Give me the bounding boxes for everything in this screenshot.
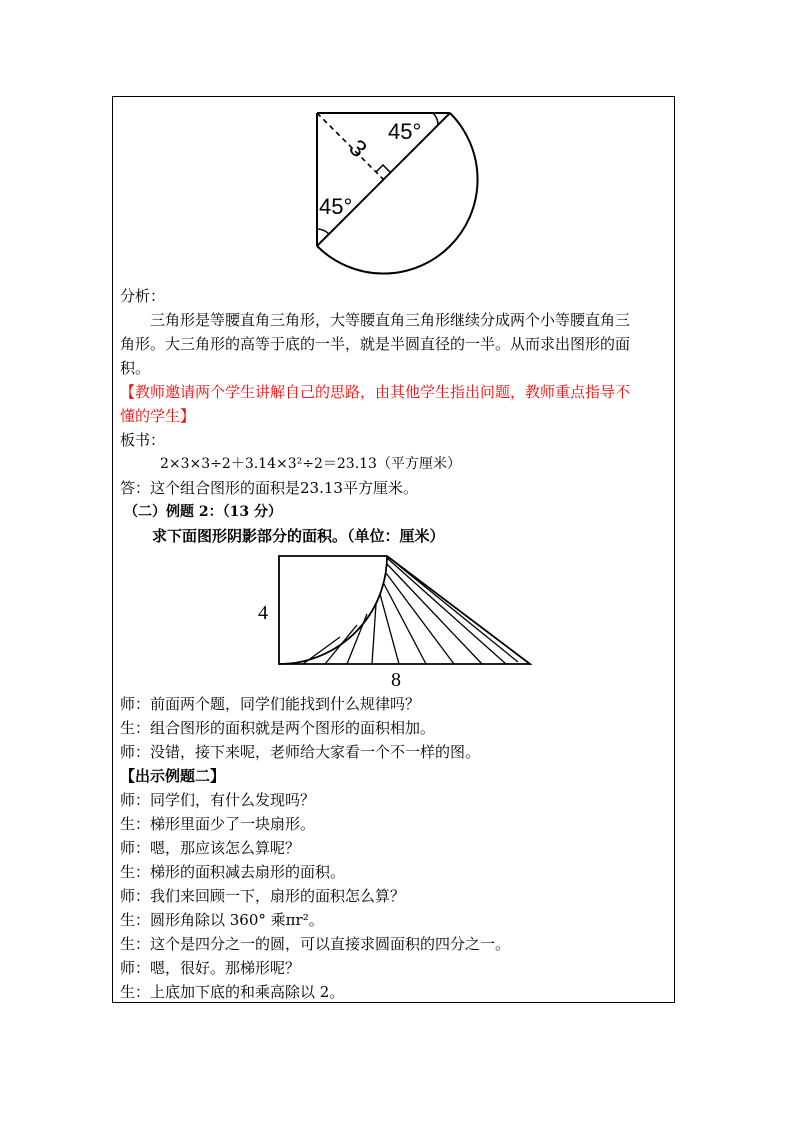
analysis-para-3: 积。: [120, 359, 151, 377]
figure-triangle-semicircle: [300, 104, 490, 280]
analysis-para-2: 角形。大三角形的高等于底的一半，就是半圆直径的一半。从而求出图形的面: [120, 335, 631, 353]
analysis-para-1: 三角形是等腰直角三角形，大等腰直角三角形继续分成两个小等腰直角三: [150, 311, 631, 329]
example2-title: （二）例题 2：（13 分）: [124, 504, 282, 520]
figure-trapezoid-quarter-circle: [250, 552, 535, 692]
dialogue-line: 师：同学们，有什么发现吗？: [120, 791, 316, 809]
board-heading: 板书：: [120, 431, 166, 449]
figure1-side-label: 3: [343, 134, 372, 164]
dialogue-line: 生：梯形的面积减去扇形的面积。: [120, 863, 346, 881]
teacher-note-2: 懂的学生】: [120, 407, 196, 425]
dialogue-line: 师：前面两个题，同学们能找到什么规律吗？: [120, 695, 421, 713]
dialogue-line: 生：圆形角除以 360° 乘πr²。: [120, 911, 324, 929]
board-formula: 2×3×3÷2＋3.14×3²÷2＝23.13（平方厘米）: [160, 456, 461, 472]
dialogue-line: 生：这个是四分之一的圆，可以直接求圆面积的四分之一。: [120, 935, 511, 953]
dialogue-line: 生：上底加下底的和乘高除以 2。: [120, 983, 345, 1001]
dialogue-line: 师：我们来回顾一下，扇形的面积怎么算？: [120, 887, 406, 905]
dialogue-line: 生：组合图形的面积就是两个图形的面积相加。: [120, 719, 436, 737]
example2-prompt: 求下面图形阴影部分的面积。（单位：厘米）: [152, 527, 445, 545]
dialogue-line: 生：梯形里面少了一块扇形。: [120, 815, 316, 833]
analysis-heading: 分析：: [120, 287, 166, 305]
figure1-angle-top: 45°: [388, 119, 422, 144]
teacher-note-1: 【教师邀请两个学生讲解自己的思路，由其他学生指出问题，教师重点指导不: [120, 383, 631, 401]
dialogue-line: 师：嗯，那应该怎么算呢？: [120, 839, 301, 857]
dialogue-line: 【出示例题二】: [120, 767, 226, 785]
figure1-angle-left: 45°: [319, 194, 353, 219]
figure2-base-label: 8: [391, 669, 401, 691]
dialogue-line: 师：嗯，很好。那梯形呢？: [120, 959, 301, 977]
answer: 答：这个组合图形的面积是23.13平方厘米。: [120, 479, 418, 497]
figure2-height-label: 4: [258, 602, 268, 624]
dialogue-line: 师：没错，接下来呢，老师给大家看一个不一样的图。: [120, 743, 481, 761]
